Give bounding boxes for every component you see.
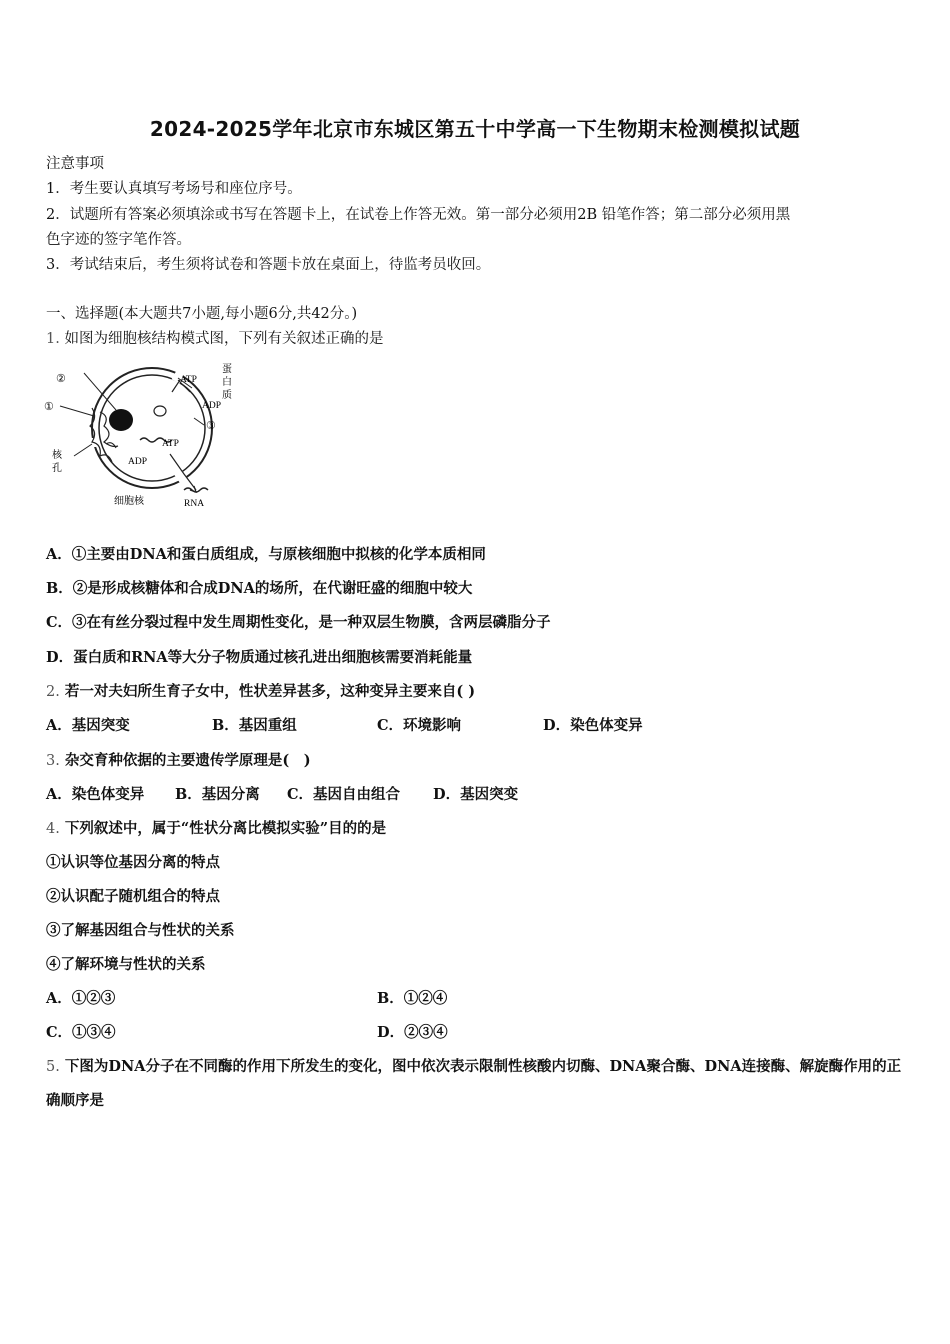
pointer-line	[194, 418, 204, 425]
label-adp-top: ADP	[202, 401, 222, 411]
q2-option-d: D．染色体变异	[543, 717, 643, 734]
nucleus-structure-figure	[44, 358, 244, 514]
pointer-line	[60, 406, 94, 416]
notice-item: 1．考生要认真填写考场号和座位序号。	[46, 181, 302, 197]
label-protein-3: 质	[222, 390, 232, 401]
page-title: 2024-2025学年北京市东城区第五十中学高一下生物期末检测模拟试题	[149, 117, 801, 141]
arrow	[172, 380, 180, 392]
label-rna: RNA	[184, 499, 205, 509]
question-1-stem	[46, 327, 383, 348]
q2-option-c: C．环境影响	[377, 717, 462, 734]
notice-item: 2．试题所有答案必须填涂或书写在答题卡上，在试卷上作答无效。第一部分必须用2B 铅笔作答；第二部分必须用黑	[46, 207, 791, 223]
label-nucleus: 细胞核	[114, 496, 144, 507]
q4-statement: ①认识等位基因分离的特点	[46, 854, 220, 871]
label-pore-2: 孔	[52, 463, 62, 474]
pointer-line	[74, 444, 92, 456]
q4-option-c: C．①③④	[46, 1024, 116, 1041]
label-protein-1: 蛋	[222, 364, 232, 375]
section-heading: 一、选择题(本大题共7小题,每小题6分,共42分。)	[46, 306, 358, 322]
question-text: 杂交育种依据的主要遗传学原理是( )	[64, 752, 311, 769]
q1-option-d: D．蛋白质和RNA等大分子物质通过核孔进出细胞核需要消耗能量	[46, 649, 473, 666]
q3-option-c: C．基因自由组合	[287, 786, 401, 803]
q4-statement: ④了解环境与性状的关系	[46, 956, 206, 973]
nucleolus	[109, 409, 133, 431]
question-number: 2.	[46, 684, 60, 700]
q1-option-c: C．③在有丝分裂过程中发生周期性变化，是一种双层生物膜，含两层磷脂分子	[46, 614, 551, 631]
q1-option-b: B．②是形成核糖体和合成DNA的场所，在代谢旺盛的细胞中较大	[46, 580, 473, 597]
notice-heading: 注意事项	[46, 156, 104, 172]
label-protein-2: 白	[222, 377, 232, 388]
question-number: 4.	[46, 821, 60, 837]
question-3-stem	[46, 749, 311, 770]
question-text: 下图为DNA分子在不同酶的作用下所发生的变化，图中依次表示限制性核酸内切酶、DNA聚合酶、DNA连接酶、解旋酶作用的正确顺序是	[46, 1058, 902, 1109]
question-text: 下列叙述中，属于“性状分离比模拟实验”目的的是	[64, 820, 387, 837]
notice-item: 3．考试结束后，考生须将试卷和答题卡放在桌面上，待监考员收回。	[46, 257, 491, 273]
protein-particle	[154, 406, 166, 416]
q1-option-a: A．①主要由DNA和蛋白质组成，与原核细胞中拟核的化学本质相同	[46, 546, 486, 563]
q3-option-a: A．染色体变异	[46, 786, 145, 803]
question-number: 3.	[46, 753, 60, 769]
label-atp-bottom: ATP	[162, 439, 179, 449]
pointer-line	[84, 373, 116, 410]
question-2-stem	[46, 680, 475, 701]
q4-option-b: B．①②④	[377, 990, 448, 1007]
q2-option-a: A．基因突变	[46, 717, 130, 734]
question-number: 5.	[46, 1059, 60, 1075]
q4-option-d: D．②③④	[377, 1024, 448, 1041]
label-2: ②	[56, 373, 66, 385]
outer-membrane	[92, 368, 212, 488]
label-3: ③	[206, 420, 216, 432]
question-text: 若一对夫妇所生育子女中，性状差异甚多，这种变异主要来自( )	[64, 683, 476, 700]
question-text: 如图为细胞核结构模式图，下列有关叙述正确的是	[64, 331, 384, 347]
label-1: ①	[44, 401, 54, 413]
q4-option-a: A．①②③	[46, 990, 116, 1007]
q4-statement: ③了解基因组合与性状的关系	[46, 922, 235, 939]
label-pore-1: 核	[52, 450, 62, 461]
question-5-stem	[46, 1050, 908, 1118]
q3-option-d: D．基因突变	[433, 786, 519, 803]
question-number: 1.	[46, 331, 60, 347]
label-adp-bottom: ADP	[128, 457, 148, 467]
notice-item: 色字迹的签字笔作答。	[46, 232, 191, 248]
question-4-stem	[46, 817, 386, 838]
label-atp-top: ATP	[180, 375, 197, 385]
q4-statement: ②认识配子随机组合的特点	[46, 888, 220, 905]
q2-option-b: B．基因重组	[212, 717, 297, 734]
q3-option-b: B．基因分离	[175, 786, 260, 803]
